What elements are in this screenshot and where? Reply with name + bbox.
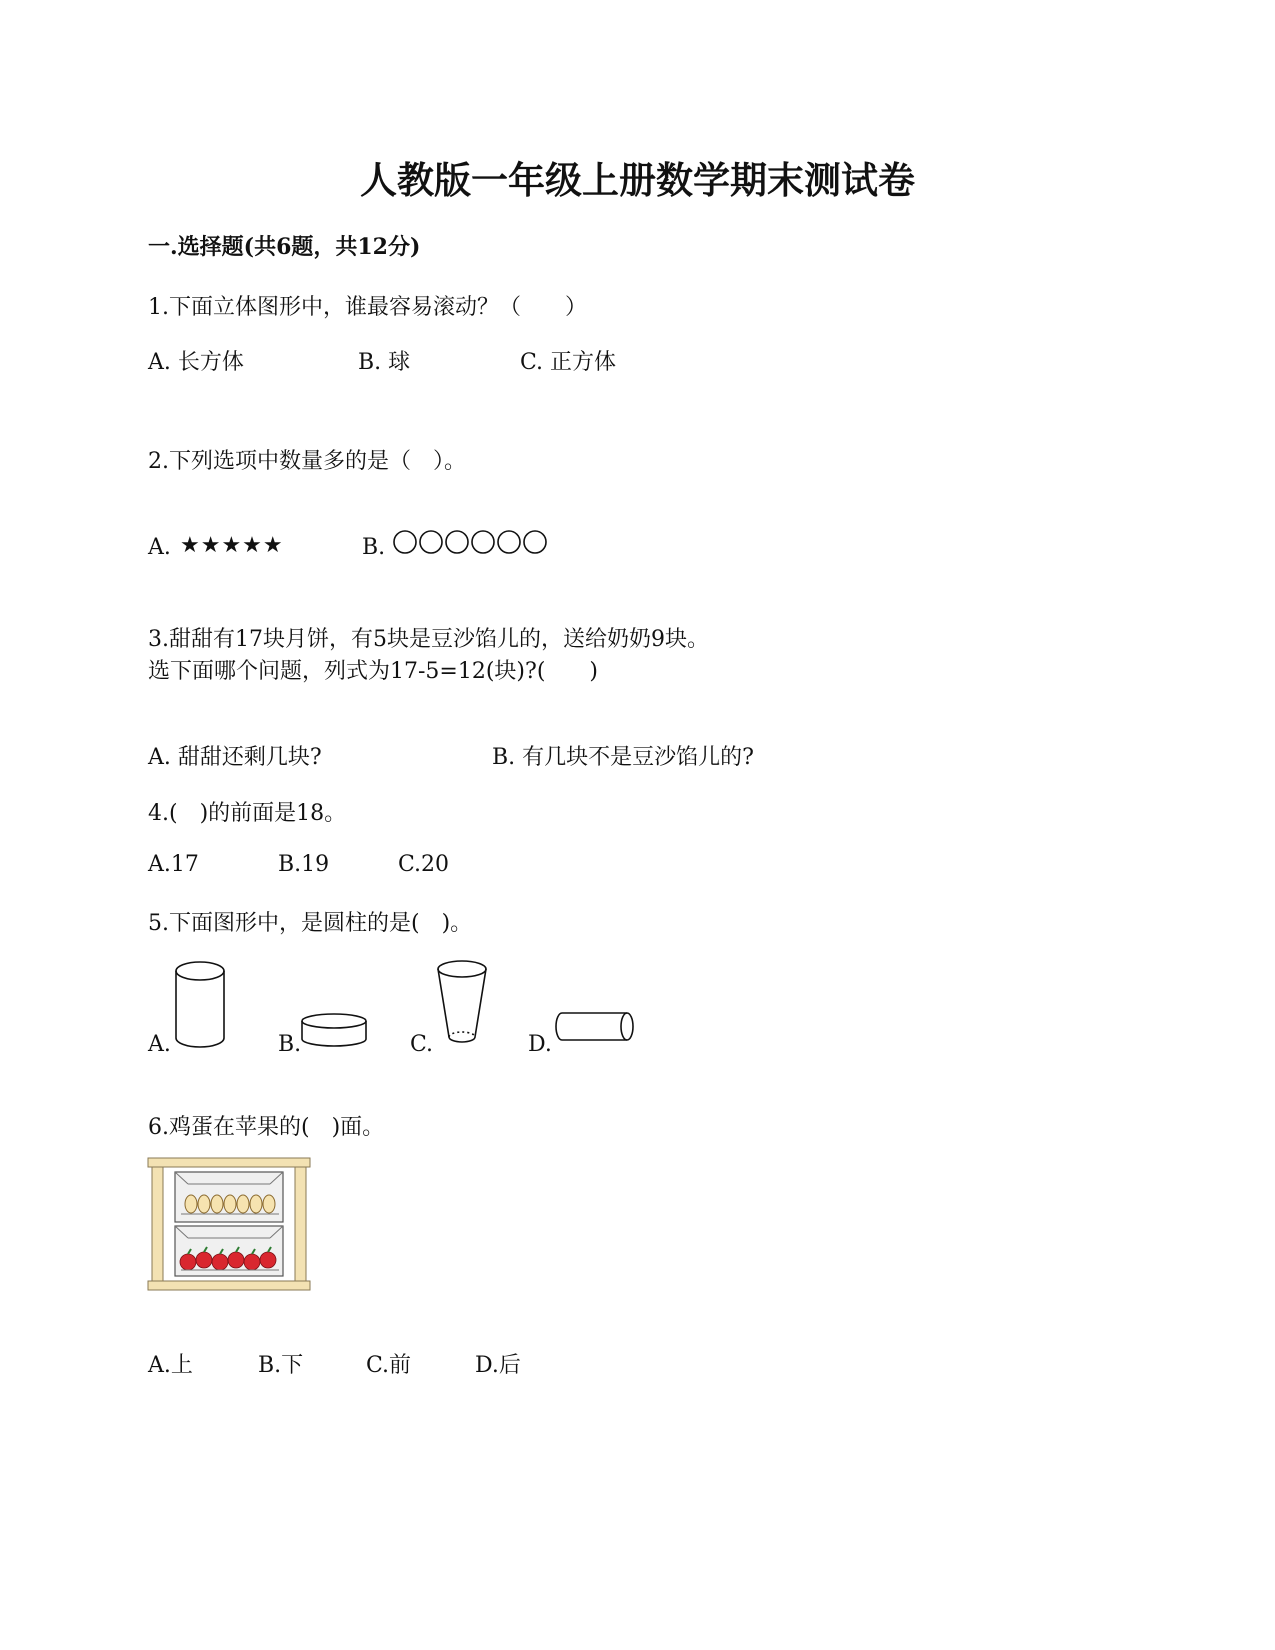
q1-option-a: A. 长方体 (148, 350, 244, 375)
question-6: 6.鸡蛋在苹果的( )面。 (148, 1115, 385, 1140)
upright-cylinder-icon (172, 960, 232, 1052)
question-3-line2: 选下面哪个问题，列式为17-5=12(块)?( ) (148, 659, 598, 684)
q3-option-b: B. 有几块不是豆沙馅儿的? (492, 745, 754, 770)
page-title: 人教版一年级上册数学期末测试卷 (360, 158, 915, 202)
fridge-shelves-image (148, 1158, 313, 1293)
q6-option-c: C.前 (366, 1353, 412, 1378)
q1-option-b: B. 球 (358, 350, 411, 375)
question-5: 5.下面图形中，是圆柱的是( )。 (148, 911, 473, 936)
cup-frustum-icon (434, 958, 494, 1050)
q5-option-d: D. (528, 1032, 552, 1057)
q2-circles-icon (392, 528, 572, 558)
q4-option-a: A.17 (148, 852, 199, 877)
flat-cylinder-icon (300, 1012, 372, 1052)
q5-option-c: C. (410, 1032, 434, 1057)
q5-option-a: A. (148, 1032, 171, 1057)
q3-option-a: A. 甜甜还剩几块? (148, 745, 322, 770)
q4-option-b: B.19 (278, 852, 330, 877)
q2-option-a-label: A. (148, 535, 171, 560)
q6-option-b: B.下 (258, 1353, 304, 1378)
question-3-line1: 3.甜甜有17块月饼，有5块是豆沙馅儿的，送给奶奶9块。 (148, 627, 709, 652)
section-heading: 一.选择题(共6题，共12分) (148, 234, 421, 260)
q2-option-b-label: B. (362, 535, 386, 560)
q2-stars: ★★★★★ (180, 533, 284, 558)
q1-option-c: C. 正方体 (520, 350, 617, 375)
q5-option-b: B. (278, 1032, 302, 1057)
q4-option-c: C.20 (398, 852, 450, 877)
question-1: 1.下面立体图形中，谁最容易滚动？（ ） (148, 295, 587, 320)
question-2: 2.下列选项中数量多的是（ ）。 (148, 449, 466, 474)
question-4: 4.( )的前面是18。 (148, 801, 347, 826)
horizontal-cylinder-icon (552, 1010, 642, 1050)
q6-option-a: A.上 (148, 1353, 193, 1378)
q6-option-d: D.后 (475, 1353, 521, 1378)
